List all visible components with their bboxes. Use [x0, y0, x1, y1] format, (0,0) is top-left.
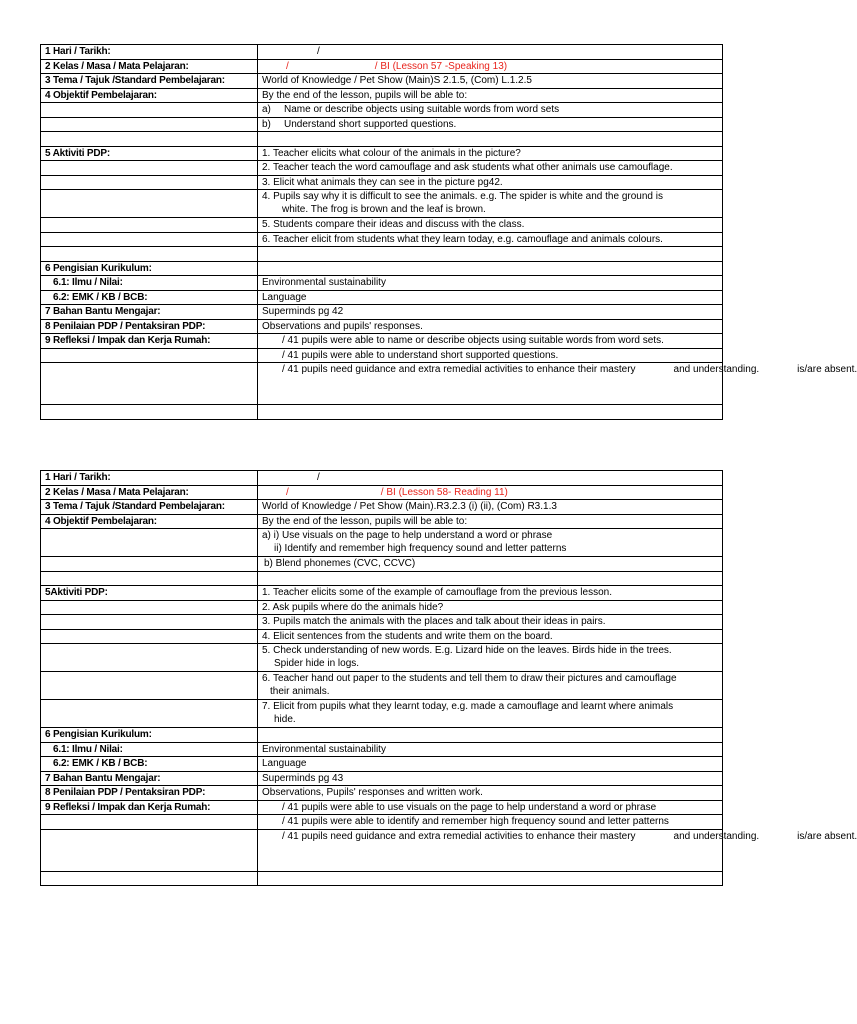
tema-value: World of Knowledge / Pet Show (Main)S 2.1.5, (Com) L.1.2.5 [258, 74, 723, 89]
bahan-label: 7 Bahan Bantu Mengajar: [41, 771, 258, 786]
penilaian-value: Observations and pupils' responses. [258, 319, 723, 334]
penilaian-label: 8 Penilaian PDP / Pentaksiran PDP: [41, 786, 258, 801]
aktiviti-item: 6. Teacher hand out paper to the students and tell them to draw their pictures and camouflage [262, 673, 677, 684]
absent-note: is/are absent. [797, 364, 857, 375]
aktiviti-item: 5. Check understanding of new words. E.g. Lizard hide on the leaves. Birds hide in the trees. [262, 645, 672, 656]
aktiviti-item-cont: Spider hide in logs. [274, 658, 360, 669]
lesson-plan-table-2 [40, 470, 857, 886]
table-row [41, 728, 723, 743]
table-row [41, 290, 723, 305]
pengisian-label: 6 Pengisian Kurikulum: [41, 728, 258, 743]
objektif-label: 4 Objektif Pembelajaran: [41, 514, 258, 529]
aktiviti-item-cont: their animals. [270, 686, 330, 697]
table-row [41, 348, 723, 363]
table-row [41, 319, 723, 334]
table-row [41, 247, 723, 262]
table-row [41, 771, 723, 786]
hari-value: / [317, 46, 320, 57]
table-row [41, 132, 723, 147]
kelas-value-subject: / BI (Lesson 58- Reading 11) [380, 486, 508, 498]
aktiviti-item: 7. Elicit from pupils what they learnt today, e.g. made a camouflage and learnt where animals [262, 701, 674, 712]
objektif-intro: By the end of the lesson, pupils will be able to: [258, 514, 723, 529]
kelas-value-slash: / [286, 486, 289, 498]
table-row [41, 557, 723, 572]
refleksi-item: / 41 pupils were able to understand short supported questions. [282, 349, 559, 361]
table-row [41, 815, 723, 830]
table-row [41, 103, 723, 118]
table-row [41, 175, 723, 190]
lesson-plan-table-1 [40, 44, 857, 420]
aktiviti-item: 1. Teacher elicits some of the example of camouflage from the previous lesson. [258, 586, 723, 601]
table-row [41, 45, 723, 60]
tema-label: 3 Tema / Tajuk /Standard Pembelajaran: [41, 500, 258, 515]
aktiviti-item-cont: hide. [274, 714, 296, 725]
table-row [41, 117, 723, 132]
aktiviti-item: 5. Students compare their ideas and discuss with the class. [258, 218, 723, 233]
table-row [41, 59, 723, 74]
hari-label: 1 Hari / Tarikh: [41, 45, 258, 60]
table-row [41, 757, 723, 772]
aktiviti-item: 3. Elicit what animals they can see in the picture pg42. [258, 175, 723, 190]
table-row [41, 276, 723, 291]
table-row [41, 363, 723, 405]
hari-label: 1 Hari / Tarikh: [41, 471, 258, 486]
objektif-a-letter: a) [262, 104, 271, 115]
ilmu-value: Environmental sustainability [258, 276, 723, 291]
refleksi-label: 9 Refleksi / Impak dan Kerja Rumah: [41, 800, 258, 815]
table-row [41, 232, 723, 247]
table-row [41, 586, 723, 601]
emk-label: 6.2: EMK / KB / BCB: [53, 291, 148, 303]
pengisian-label: 6 Pengisian Kurikulum: [41, 261, 258, 276]
table-row [41, 786, 723, 801]
bahan-label: 7 Bahan Bantu Mengajar: [41, 305, 258, 320]
objektif-label: 4 Objektif Pembelajaran: [41, 88, 258, 103]
refleksi-item-cont: and understanding. [673, 364, 760, 375]
table-row [41, 485, 723, 500]
refleksi-item: / 41 pupils were able to use visuals on the page to help understand a word or phrase [282, 801, 657, 813]
emk-value: Language [258, 757, 723, 772]
emk-label: 6.2: EMK / KB / BCB: [53, 758, 148, 769]
kelas-value-slash: / [286, 60, 289, 72]
table-row [41, 190, 723, 218]
aktiviti-item: 6. Teacher elicit from students what they learn today, e.g. camouflage and animals colours. [258, 232, 723, 247]
table-row [41, 644, 723, 672]
table-row [41, 471, 723, 486]
tema-value: World of Knowledge / Pet Show (Main).R3.2.3 (i) (ii), (Com) R3.1.3 [258, 500, 723, 515]
table-row [41, 629, 723, 644]
objektif-a2: ii) Identify and remember high frequency sound and letter patterns [274, 543, 567, 554]
kelas-label: 2 Kelas / Masa / Mata Pelajaran: [41, 59, 258, 74]
table-row [41, 742, 723, 757]
bahan-value: Superminds pg 43 [258, 771, 723, 786]
aktiviti-item: 4. Elicit sentences from the students and write them on the board. [258, 629, 723, 644]
aktiviti-item: 2. Ask pupils where do the animals hide? [258, 600, 723, 615]
tema-label: 3 Tema / Tajuk /Standard Pembelajaran: [41, 74, 258, 89]
refleksi-item: / 41 pupils need guidance and extra remedial activities to enhance their mastery [282, 830, 636, 842]
aktiviti-label: 5 Aktiviti PDP: [41, 146, 258, 161]
table-row [41, 88, 723, 103]
aktiviti-item: 3. Pupils match the animals with the places and talk about their ideas in pairs. [258, 615, 723, 630]
refleksi-item: / 41 pupils were able to identify and remember high frequency sound and letter patterns [282, 816, 669, 827]
table-row [41, 829, 723, 871]
penilaian-value: Observations, Pupils' responses and written work. [258, 786, 723, 801]
table-row [41, 800, 723, 815]
kelas-value-subject: / BI (Lesson 57 -Speaking 13) [374, 60, 508, 72]
table-row [41, 405, 723, 420]
kelas-label: 2 Kelas / Masa / Mata Pelajaran: [41, 485, 258, 500]
refleksi-label: 9 Refleksi / Impak dan Kerja Rumah: [41, 334, 258, 349]
hari-value: / [317, 472, 320, 483]
absent-note: is/are absent. [797, 830, 857, 842]
table-row [41, 334, 723, 349]
table-row [41, 615, 723, 630]
objektif-b: Understand short supported questions. [284, 118, 457, 130]
aktiviti-item-cont: white. The frog is brown and the leaf is brown. [282, 204, 486, 215]
table-row [41, 600, 723, 615]
aktiviti-item: 1. Teacher elicits what colour of the animals in the picture? [258, 146, 723, 161]
penilaian-label: 8 Penilaian PDP / Pentaksiran PDP: [41, 319, 258, 334]
table-row [41, 571, 723, 586]
bahan-value: Superminds pg 42 [258, 305, 723, 320]
table-row [41, 700, 723, 728]
table-row [41, 218, 723, 233]
aktiviti-label: 5Aktiviti PDP: [41, 586, 258, 601]
table-row [41, 529, 723, 557]
refleksi-item-cont: and understanding. [673, 830, 760, 842]
table-row [41, 305, 723, 320]
objektif-b-letter: b) [262, 118, 271, 130]
table-row [41, 146, 723, 161]
aktiviti-item: 2. Teacher teach the word camouflage and ask students what other animals use camouflage. [258, 161, 723, 176]
ilmu-label: 6.1: Ilmu / Nilai: [53, 743, 123, 755]
objektif-a: a) i) Use visuals on the page to help understand a word or phrase [262, 530, 553, 541]
table-row [41, 672, 723, 700]
ilmu-label: 6.1: Ilmu / Nilai: [53, 277, 123, 288]
refleksi-item: / 41 pupils were able to name or describe objects using suitable words from word sets. [282, 335, 664, 346]
table-row [41, 871, 723, 886]
table-row [41, 161, 723, 176]
aktiviti-item: 4. Pupils say why it is difficult to see the animals. e.g. The spider is white and the ground is [262, 191, 663, 202]
ilmu-value: Environmental sustainability [258, 742, 723, 757]
table-row [41, 500, 723, 515]
table-row [41, 514, 723, 529]
table-row [41, 261, 723, 276]
objektif-b: b) Blend phonemes (CVC, CCVC) [264, 558, 416, 569]
emk-value: Language [258, 290, 723, 305]
table-row [41, 74, 723, 89]
refleksi-item: / 41 pupils need guidance and extra remedial activities to enhance their mastery [282, 364, 636, 375]
objektif-a: Name or describe objects using suitable words from word sets [284, 104, 560, 115]
objektif-intro: By the end of the lesson, pupils will be able to: [258, 88, 723, 103]
